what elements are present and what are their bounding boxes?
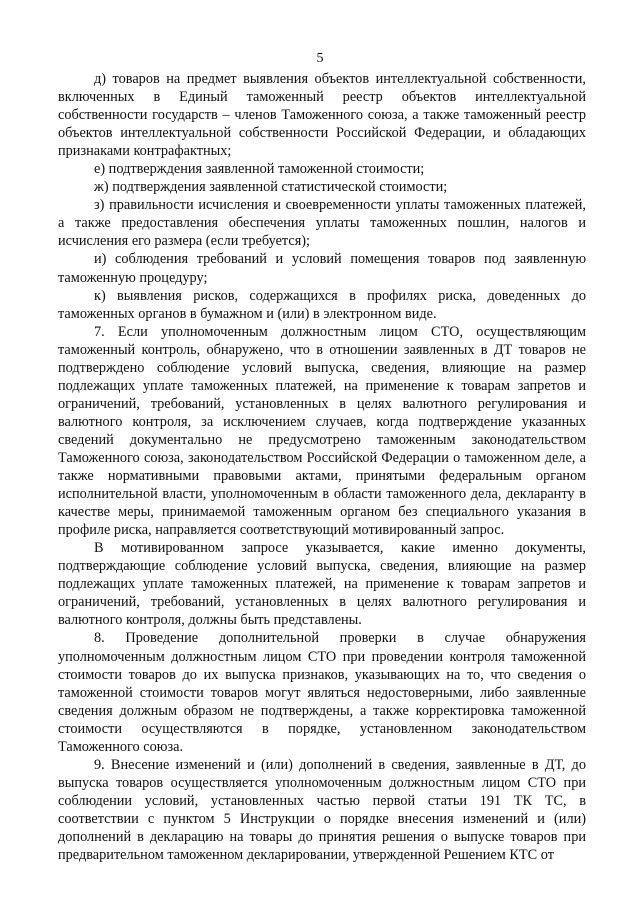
paragraph-item-d: д) товаров на предмет выявления объектов интеллектуальной собственности, включенных в Единый таможенный реестр объектов интеллектуальной собственности государств – членов Таможенного союза, а также таможенный реестр объектов интеллектуальной собственности Российской Федерации, и обладающих признаками контрафактных; [58,71,586,160]
paragraph-item-e: е) подтверждения заявленной таможенной стоимости; [94,161,425,178]
paragraph-clause-7: 7. Если уполномоченным должностным лицом СТО, осуществляющим таможенный контроль, обнаружено, что в отношении заявленных в ДТ товаров не подтверждено соблюдение условий выпуска, сведения, влияющие на размер подлежащих уплате таможенных платежей, на применение к товарам запретов и ограничений, требований, установленных в целях валютного регулирования и валютного контроля, за исключением случаев, когда подтверждение указанных сведений документально не предусмотрено таможенным законодательством Таможенного союза, законодательством Российской Федерации о таможенном деле, а также нормативными правовыми актами, принятыми федеральным органом исполнительной власти, уполномоченным в области таможенного дела, декларанту в качестве меры, принимаемой таможенным органом без специального указания в профиле риска, направляется соответствующий мотивированный запрос. [58,323,586,539]
paragraph-item-i: и) соблюдения требований и условий помещения товаров под заявленную таможенную процедуру; [58,251,586,286]
paragraph-item-k: к) выявления рисков, содержащихся в профилях риска, доведенных до таможенных органов в бумажном и (или) в электронном виде. [58,287,586,322]
page-number: 5 [316,51,324,66]
paragraph-clause-9: 9. Внесение изменений и (или) дополнений в сведения, заявленные в ДТ, до выпуска товаров осуществляется уполномоченным должностным лицом СТО при соблюдении условий, установленных частью первой статьи 191 ТК ТС, в соответствии с пунктом 5 Инструкции о порядке внесения изменений и (или) дополнений в декларацию на товары до принятия решения о выпуске товаров при предварительном таможенном декларировании, утвержденной Решением КТС от [58,756,586,864]
paragraph-item-z: з) правильности исчисления и своевременности уплаты таможенных платежей, а также предоставления обеспечения уплаты таможенных пошлин, налогов и исчисления его размера (если требуется); [58,197,586,250]
paragraph-motivated-request: В мотивированном запросе указывается, какие именно документы, подтверждающие соблюдение условий выпуска, сведения, влияющие на размер подлежащих уплате таможенных платежей, на применение к товарам запретов и ограничений, требований, установленных в целях валютного регулирования и валютного контроля, должны быть представлены. [58,540,586,629]
document-body [58,70,586,864]
paragraph-item-zh: ж) подтверждения заявленной статистической стоимости; [94,179,448,196]
paragraph-clause-8: 8. Проведение дополнительной проверки в случае обнаружения уполномоченным должностным лицом СТО при проведении контроля таможенной стоимости товаров до их выпуска признаков, указывающих на то, что сведения о таможенной стоимости товаров могут являться недостоверными, либо заявленные сведения должным образом не подтверждены, а также корректировка таможенной стоимости осуществляются в порядке, установленном законодательством Таможенного союза. [58,630,586,755]
